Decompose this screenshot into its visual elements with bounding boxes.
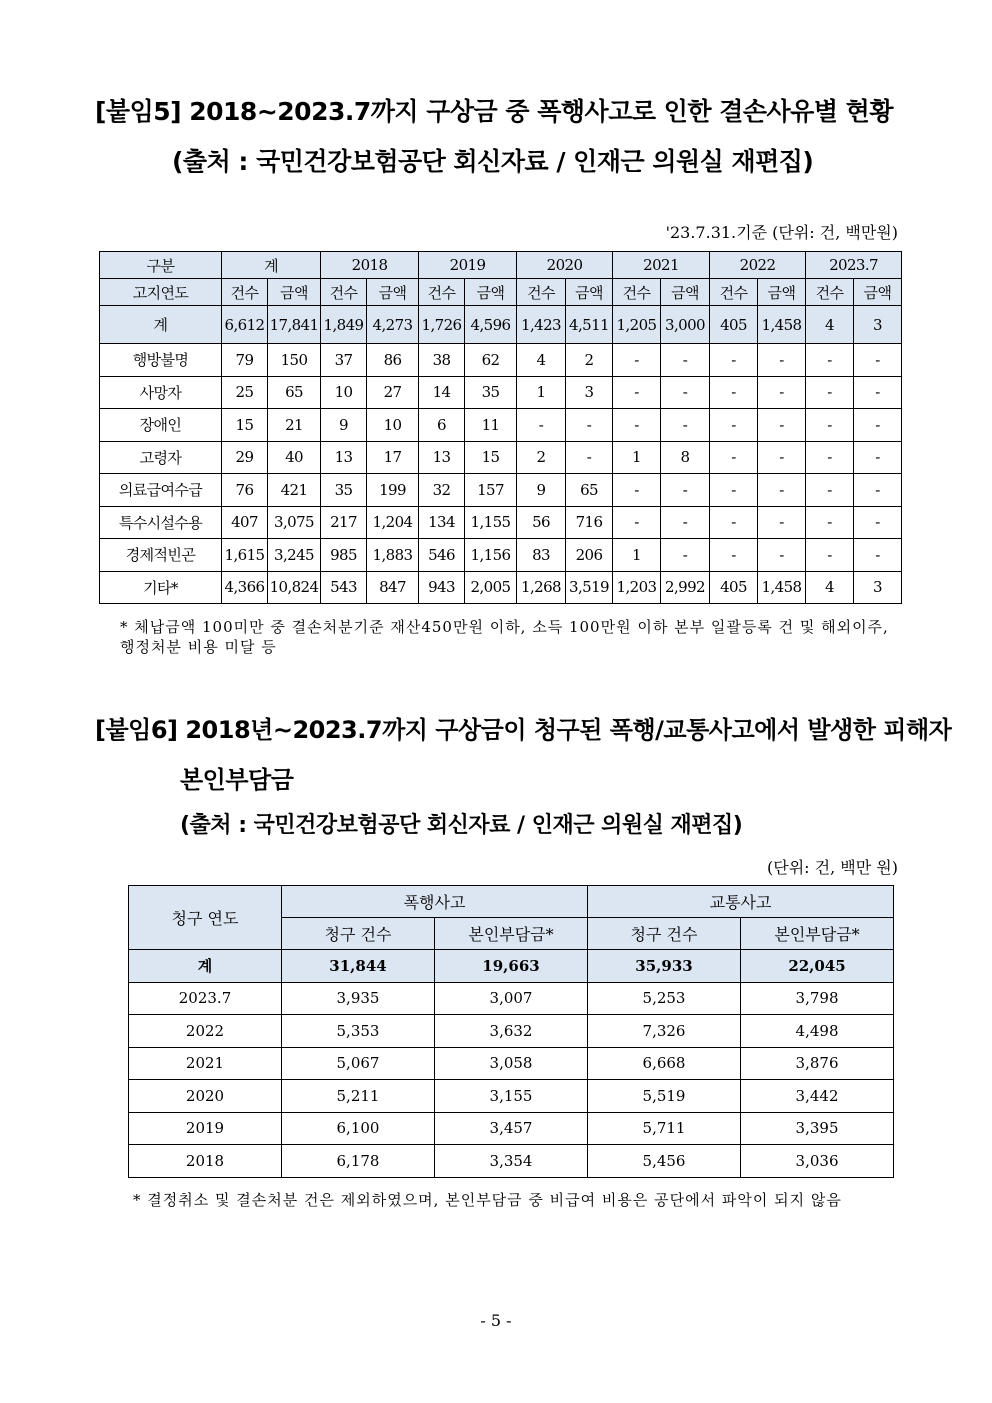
- table-cell: -: [566, 441, 613, 474]
- table-row: [100, 506, 902, 539]
- header-cell: 2018: [321, 252, 419, 279]
- section5-table: [99, 251, 902, 604]
- table-cell: 3,395: [741, 1112, 894, 1145]
- table-cell: 5,456: [588, 1145, 741, 1178]
- table-cell: -: [758, 539, 806, 572]
- table-cell: 5,067: [282, 1047, 435, 1080]
- table-cell: 3,935: [282, 982, 435, 1015]
- table-cell: 1,203: [613, 571, 661, 604]
- table-cell: -: [854, 376, 902, 409]
- table-cell: -: [613, 376, 661, 409]
- header-cell: 2020: [517, 252, 613, 279]
- table-cell: 10: [367, 409, 419, 442]
- table-cell: 3,075: [268, 506, 321, 539]
- table-cell: -: [758, 506, 806, 539]
- table-row: [129, 1015, 894, 1048]
- table-cell: -: [806, 409, 854, 442]
- header-cell: 건수: [222, 279, 268, 306]
- table-cell: -: [854, 539, 902, 572]
- table-cell: -: [758, 474, 806, 507]
- table-cell: 4: [806, 306, 854, 344]
- table-cell: 943: [419, 571, 465, 604]
- table-cell: -: [661, 539, 710, 572]
- table-cell: 79: [222, 344, 268, 377]
- table-row: [129, 950, 894, 983]
- table-cell: 35: [321, 474, 367, 507]
- table-cell: 29: [222, 441, 268, 474]
- table-cell: 22,045: [741, 950, 894, 983]
- table-cell: 기타*: [100, 571, 222, 604]
- table-cell: -: [806, 474, 854, 507]
- table-cell: 4,273: [367, 306, 419, 344]
- table-cell: 1,155: [465, 506, 517, 539]
- table-cell: 405: [710, 306, 758, 344]
- table-cell: 3,058: [435, 1047, 588, 1080]
- table-cell: 21: [268, 409, 321, 442]
- table-cell: -: [613, 409, 661, 442]
- table-cell: 6,178: [282, 1145, 435, 1178]
- header-traffic: 교통사고: [588, 886, 894, 918]
- table-cell: 1,423: [517, 306, 566, 344]
- table-cell: 계: [100, 306, 222, 344]
- table-cell: 2: [566, 344, 613, 377]
- table-cell: 3,036: [741, 1145, 894, 1178]
- header-assault: 폭행사고: [282, 886, 588, 918]
- table-row: [129, 1080, 894, 1113]
- header-assault-copay: 본인부담금*: [435, 918, 588, 950]
- table-cell: 38: [419, 344, 465, 377]
- table-cell: 6,100: [282, 1112, 435, 1145]
- table-cell: 2021: [129, 1047, 282, 1080]
- table-cell: -: [710, 441, 758, 474]
- table-cell: 4: [806, 571, 854, 604]
- table-cell: -: [613, 506, 661, 539]
- header-cell: 건수: [806, 279, 854, 306]
- table-cell: 1,458: [758, 306, 806, 344]
- table-cell: -: [854, 506, 902, 539]
- table-cell: 2023.7: [129, 982, 282, 1015]
- table-cell: 6,612: [222, 306, 268, 344]
- table-cell: 27: [367, 376, 419, 409]
- section5-source: (출처 : 국민건강보험공단 회신자료 / 인재근 의원실 재편집): [172, 147, 814, 176]
- table-cell: 405: [710, 571, 758, 604]
- header-cell: 고지연도: [100, 279, 222, 306]
- table-cell: 3,354: [435, 1145, 588, 1178]
- header-cell: 건수: [419, 279, 465, 306]
- table-cell: 76: [222, 474, 268, 507]
- table-cell: 3,632: [435, 1015, 588, 1048]
- table-cell: 17,841: [268, 306, 321, 344]
- section5-unit: '23.7.31.기준 (단위: 건, 백만원): [665, 223, 898, 242]
- table-cell: 2019: [129, 1112, 282, 1145]
- table-cell: 3: [854, 571, 902, 604]
- table-cell: 847: [367, 571, 419, 604]
- header-cell: 금액: [268, 279, 321, 306]
- table-cell: 25: [222, 376, 268, 409]
- table-cell: -: [710, 506, 758, 539]
- table-cell: 65: [566, 474, 613, 507]
- table-cell: -: [806, 539, 854, 572]
- section6-title-line2: 본인부담금: [180, 766, 294, 794]
- table-cell: 4,511: [566, 306, 613, 344]
- table-cell: -: [854, 344, 902, 377]
- table-cell: 11: [465, 409, 517, 442]
- table-cell: -: [854, 441, 902, 474]
- header-cell: 금액: [566, 279, 613, 306]
- table-cell: 특수시설수용: [100, 506, 222, 539]
- section6-note: * 결정취소 및 결손처분 건은 제외하였으며, 본인부담금 중 비급여 비용은 공단에서 파악이 되지 않음: [133, 1191, 842, 1209]
- table-cell: 13: [321, 441, 367, 474]
- table-cell: -: [758, 344, 806, 377]
- table-row: [100, 474, 902, 507]
- header-cell: 금액: [367, 279, 419, 306]
- section6-unit: (단위: 건, 백만 원): [767, 858, 898, 877]
- table-cell: 1: [613, 539, 661, 572]
- table-cell: 5,253: [588, 982, 741, 1015]
- header-cell: 2019: [419, 252, 517, 279]
- table-header-row: [100, 252, 902, 279]
- table-cell: 2020: [129, 1080, 282, 1113]
- section5-title: [붙임5] 2018~2023.7까지 구상금 중 폭행사고로 인한 결손사유별 현황: [95, 97, 893, 126]
- table-cell: 행방불명: [100, 344, 222, 377]
- table-row: [100, 539, 902, 572]
- table-cell: 8: [661, 441, 710, 474]
- table-cell: -: [758, 441, 806, 474]
- header-cell: 건수: [710, 279, 758, 306]
- table-cell: -: [661, 344, 710, 377]
- table-cell: -: [710, 376, 758, 409]
- table-cell: 56: [517, 506, 566, 539]
- table-cell: 장애인: [100, 409, 222, 442]
- section5-note: * 체납금액 100미만 중 결손처분기준 재산450만원 이하, 소득 100만원 이하 본부 일괄등록 건 및 해외이주, 행정처분 비용 미달 등: [120, 618, 889, 656]
- table-cell: 157: [465, 474, 517, 507]
- table-cell: -: [806, 441, 854, 474]
- table-cell: 2,005: [465, 571, 517, 604]
- table-cell: -: [758, 376, 806, 409]
- header-cell: 금액: [465, 279, 517, 306]
- table-cell: 2,992: [661, 571, 710, 604]
- table-row: [100, 409, 902, 442]
- table-cell: 134: [419, 506, 465, 539]
- table-cell: -: [806, 506, 854, 539]
- table-cell: 고령자: [100, 441, 222, 474]
- table-cell: -: [613, 474, 661, 507]
- table-cell: 3: [854, 306, 902, 344]
- table-cell: -: [758, 409, 806, 442]
- table-cell: 1,849: [321, 306, 367, 344]
- table-cell: 2: [517, 441, 566, 474]
- table-row: [100, 344, 902, 377]
- table-cell: 5,711: [588, 1112, 741, 1145]
- table-cell: 1,615: [222, 539, 268, 572]
- table-row: [129, 1047, 894, 1080]
- table-cell: 3,519: [566, 571, 613, 604]
- header-cell: 구분: [100, 252, 222, 279]
- table-cell: 5,353: [282, 1015, 435, 1048]
- table-cell: 217: [321, 506, 367, 539]
- table-cell: 3,876: [741, 1047, 894, 1080]
- table-cell: -: [806, 376, 854, 409]
- table-cell: 1,156: [465, 539, 517, 572]
- table-cell: 546: [419, 539, 465, 572]
- section6-title-line1: [붙임6] 2018년~2023.7까지 구상금이 청구된 폭행/교통사고에서 발생한 피해자: [95, 716, 952, 744]
- table-cell: 13: [419, 441, 465, 474]
- table-cell: 3,798: [741, 982, 894, 1015]
- header-cell: 금액: [758, 279, 806, 306]
- table-cell: 65: [268, 376, 321, 409]
- table-cell: -: [710, 539, 758, 572]
- table-cell: 4,498: [741, 1015, 894, 1048]
- table-row: [129, 1145, 894, 1178]
- table-cell: -: [710, 344, 758, 377]
- table-cell: 4,366: [222, 571, 268, 604]
- table-cell: 2022: [129, 1015, 282, 1048]
- table-cell: 421: [268, 474, 321, 507]
- table-row: [129, 982, 894, 1015]
- table-cell: 경제적빈곤: [100, 539, 222, 572]
- table-cell: 15: [465, 441, 517, 474]
- table-cell: 1,726: [419, 306, 465, 344]
- table-row: [129, 1112, 894, 1145]
- table-cell: 1: [517, 376, 566, 409]
- table-cell: -: [613, 344, 661, 377]
- header-year: 청구 연도: [129, 886, 282, 950]
- table-cell: 19,663: [435, 950, 588, 983]
- table-cell: 2018: [129, 1145, 282, 1178]
- table-cell: -: [854, 474, 902, 507]
- table-row: [100, 571, 902, 604]
- table-cell: -: [661, 376, 710, 409]
- header-traffic-count: 청구 건수: [588, 918, 741, 950]
- table-cell: -: [517, 409, 566, 442]
- page-number: - 5 -: [480, 1311, 512, 1330]
- table-cell: 9: [517, 474, 566, 507]
- table-row: [100, 441, 902, 474]
- table-cell: 3: [566, 376, 613, 409]
- table-cell: 1,458: [758, 571, 806, 604]
- table-cell: -: [661, 506, 710, 539]
- table-cell: 4: [517, 344, 566, 377]
- header-cell: 2022: [710, 252, 806, 279]
- table-cell: 6: [419, 409, 465, 442]
- table-cell: 1,205: [613, 306, 661, 344]
- table-cell: 35,933: [588, 950, 741, 983]
- table-cell: 3,000: [661, 306, 710, 344]
- table-cell: 31,844: [282, 950, 435, 983]
- header-cell: 금액: [661, 279, 710, 306]
- table-cell: 86: [367, 344, 419, 377]
- table-cell: 206: [566, 539, 613, 572]
- header-cell: 건수: [517, 279, 566, 306]
- table-cell: 37: [321, 344, 367, 377]
- table-header-row: [100, 279, 902, 306]
- table-cell: 사망자: [100, 376, 222, 409]
- table-cell: 5,211: [282, 1080, 435, 1113]
- table-cell: 1: [613, 441, 661, 474]
- table-cell: 10,824: [268, 571, 321, 604]
- table-cell: 543: [321, 571, 367, 604]
- table-cell: 4,596: [465, 306, 517, 344]
- header-assault-count: 청구 건수: [282, 918, 435, 950]
- table-cell: 14: [419, 376, 465, 409]
- header-cell: 2021: [613, 252, 710, 279]
- table-cell: -: [566, 409, 613, 442]
- table-cell: 3,457: [435, 1112, 588, 1145]
- table-cell: 10: [321, 376, 367, 409]
- table-cell: 985: [321, 539, 367, 572]
- table-cell: 32: [419, 474, 465, 507]
- table-cell: 1,883: [367, 539, 419, 572]
- header-cell: 건수: [321, 279, 367, 306]
- table-cell: 15: [222, 409, 268, 442]
- header-traffic-copay: 본인부담금*: [741, 918, 894, 950]
- section6-table: [128, 885, 894, 1178]
- table-cell: 1,204: [367, 506, 419, 539]
- header-cell: 건수: [613, 279, 661, 306]
- table-cell: -: [710, 474, 758, 507]
- table-row: [100, 376, 902, 409]
- table-cell: 7,326: [588, 1015, 741, 1048]
- section6-source: (출처 : 국민건강보험공단 회신자료 / 인재근 의원실 재편집): [180, 813, 743, 838]
- table-cell: 3,007: [435, 982, 588, 1015]
- table-cell: 83: [517, 539, 566, 572]
- table-cell: -: [806, 344, 854, 377]
- table-cell: 9: [321, 409, 367, 442]
- table-cell: 계: [129, 950, 282, 983]
- table-cell: -: [710, 409, 758, 442]
- table-cell: 1,268: [517, 571, 566, 604]
- table-cell: 62: [465, 344, 517, 377]
- header-cell: 2023.7: [806, 252, 902, 279]
- table-cell: 의료급여수급: [100, 474, 222, 507]
- table-cell: 40: [268, 441, 321, 474]
- table-cell: 3,155: [435, 1080, 588, 1113]
- header-cell: 계: [222, 252, 321, 279]
- table-cell: -: [661, 474, 710, 507]
- table-cell: 5,519: [588, 1080, 741, 1113]
- table-cell: -: [854, 409, 902, 442]
- table-cell: 150: [268, 344, 321, 377]
- table-cell: 407: [222, 506, 268, 539]
- header-cell: 금액: [854, 279, 902, 306]
- table-cell: 3,442: [741, 1080, 894, 1113]
- table-cell: 17: [367, 441, 419, 474]
- table-cell: 199: [367, 474, 419, 507]
- table-cell: 3,245: [268, 539, 321, 572]
- table-row: [100, 306, 902, 344]
- table-cell: 35: [465, 376, 517, 409]
- table-cell: 716: [566, 506, 613, 539]
- table-cell: -: [661, 409, 710, 442]
- table-cell: 6,668: [588, 1047, 741, 1080]
